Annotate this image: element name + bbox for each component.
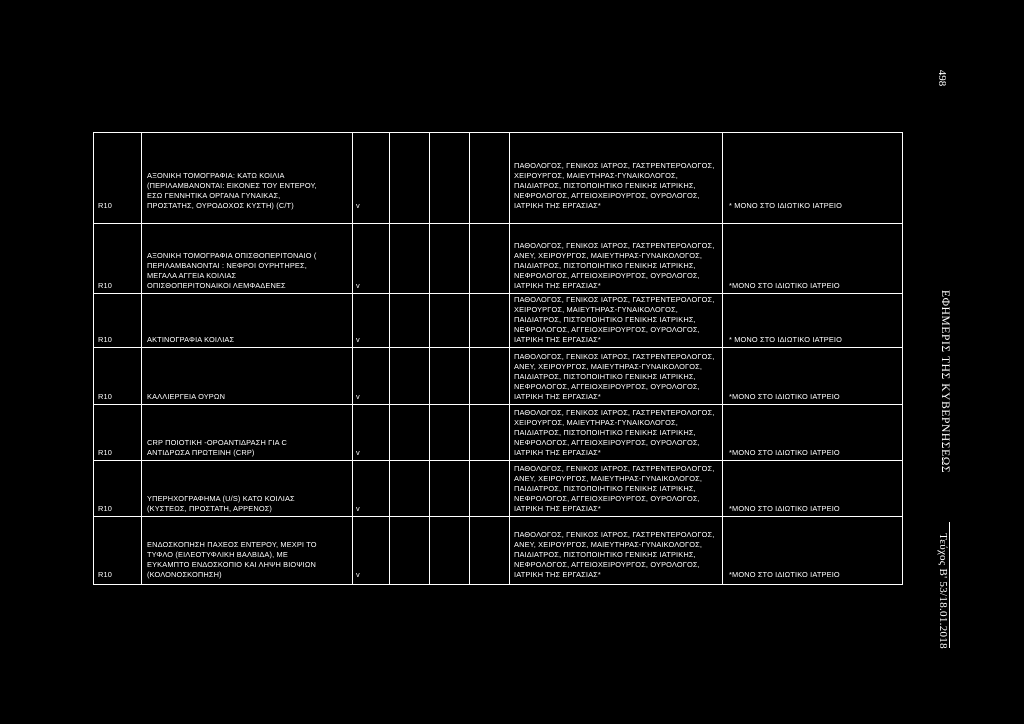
row-mark: v: [356, 281, 360, 290]
row-code: R10: [98, 448, 113, 457]
row-note: *ΜΟΝΟ ΣΤΟ ΙΔΙΩΤΙΚΟ ΙΑΤΡΕΙΟ: [729, 570, 840, 579]
row-code: R10: [98, 281, 113, 290]
row-mark: v: [356, 335, 360, 344]
row-code: R10: [98, 201, 113, 210]
row-specialties: ΠΑΘΟΛΟΓΟΣ, ΓΕΝΙΚΟΣ ΙΑΤΡΟΣ, ΓΑΣΤΡΕΝΤΕΡΟΛΟΓΟΣ, ΑΝΕΥ, ΧΕΙΡΟΥΡΓΟΣ, ΜΑΙΕΥΤΗΡΑΣ-ΓΥΝΑΙΚΟΛΟΓΟΣ, ΠΑΙΔΙΑΤΡΟΣ, ΠΙΣΤΟΠΟΙΗΤΙΚΟ ΓΕΝΙΚΗΣ ΙΑΤΡΙΚΗΣ, ΝΕΦΡΟΛΟΓΟΣ, ΑΓΓΕΙΟΧΕΙΡΟΥΡΓΟΣ, ΟΥΡΟΛΟΓΟΣ, ΙΑΤΡΙΚΗ ΤΗΣ ΕΡΓΑΣΙΑΣ*: [514, 464, 715, 513]
row-description: ΑΚΤΙΝΟΓΡΑΦΙΑ ΚΟΙΛΙΑΣ: [147, 335, 235, 344]
row-description: ΑΞΟΝΙΚΗ ΤΟΜΟΓΡΑΦΙΑ ΟΠΙΣΘΟΠΕΡΙΤΟΝΑΙΟ ( ΠΕΡΙΛΑΜΒΑΝΟΝΤΑΙ : ΝΕΦΡΟΙ ΟΥΡΗΤΗΡΕΣ, ΜΕΓΑΛΑ ΑΓΓΕΙΑ ΚΟΙΛΙΑΣ ΟΠΙΣΘΟΠΕΡΙΤΟΝΑΙΚΟΙ ΛΕΜΦΑΔΕΝΕΣ: [147, 251, 317, 290]
row-note: *ΜΟΝΟ ΣΤΟ ΙΔΙΩΤΙΚΟ ΙΑΤΡΕΙΟ: [729, 281, 840, 290]
row-specialties: ΠΑΘΟΛΟΓΟΣ, ΓΕΝΙΚΟΣ ΙΑΤΡΟΣ, ΓΑΣΤΡΕΝΤΕΡΟΛΟΓΟΣ, ΧΕΙΡΟΥΡΓΟΣ, ΜΑΙΕΥΤΗΡΑΣ-ΓΥΝΑΙΚΟΛΟΓΟΣ, ΠΑΙΔΙΑΤΡΟΣ, ΠΙΣΤΟΠΟΙΗΤΙΚΟ ΓΕΝΙΚΗΣ ΙΑΤΡΙΚΗΣ, ΝΕΦΡΟΛΟΓΟΣ, ΑΓΓΕΙΟΧΕΙΡΟΥΡΓΟΣ, ΟΥΡΟΛΟΓΟΣ, ΙΑΤΡΙΚΗ ΤΗΣ ΕΡΓΑΣΙΑΣ*: [514, 295, 715, 344]
issue-info: Τεύχος Β' 53/18.01.2018: [937, 533, 949, 649]
table-row: [94, 293, 902, 347]
row-code: R10: [98, 570, 113, 579]
table-row: [94, 460, 902, 516]
row-note: *ΜΟΝΟ ΣΤΟ ΙΔΙΩΤΙΚΟ ΙΑΤΡΕΙΟ: [729, 448, 840, 457]
table-row: [94, 223, 902, 293]
procedures-table: [93, 132, 903, 585]
table-row: [94, 404, 902, 460]
row-code: R10: [98, 392, 113, 401]
table-row: [94, 516, 902, 582]
row-note: *ΜΟΝΟ ΣΤΟ ΙΔΙΩΤΙΚΟ ΙΑΤΡΕΙΟ: [729, 392, 840, 401]
page-number: 498: [936, 69, 948, 87]
row-specialties: ΠΑΘΟΛΟΓΟΣ, ΓΕΝΙΚΟΣ ΙΑΤΡΟΣ, ΓΑΣΤΡΕΝΤΕΡΟΛΟΓΟΣ, ΑΝΕΥ, ΧΕΙΡΟΥΡΓΟΣ, ΜΑΙΕΥΤΗΡΑΣ-ΓΥΝΑΙΚΟΛΟΓΟΣ, ΠΑΙΔΙΑΤΡΟΣ, ΠΙΣΤΟΠΟΙΗΤΙΚΟ ΓΕΝΙΚΗΣ ΙΑΤΡΙΚΗΣ, ΝΕΦΡΟΛΟΓΟΣ, ΑΓΓΕΙΟΧΕΙΡΟΥΡΓΟΣ, ΟΥΡΟΛΟΓΟΣ, ΙΑΤΡΙΚΗ ΤΗΣ ΕΡΓΑΣΙΑΣ*: [514, 530, 715, 579]
table-row: [94, 347, 902, 404]
row-description: ΥΠΕΡΗΧΟΓΡΑΦΗΜΑ (U/S) ΚΑΤΩ ΚΟΙΛΙΑΣ (ΚΥΣΤΕΩΣ, ΠΡΟΣΤΑΤΗ, ΑΡΡΕΝΟΣ): [147, 494, 295, 513]
table-row: [94, 133, 902, 213]
row-code: R10: [98, 504, 113, 513]
row-description: ΑΞΟΝΙΚΗ ΤΟΜΟΓΡΑΦΙΑ: ΚΑΤΩ ΚΟΙΛΙΑ (ΠΕΡΙΛΑΜΒΑΝΟΝΤΑΙ: ΕΙΚΟΝΕΣ ΤΟΥ ΕΝΤΕΡΟΥ, ΕΣΩ ΓΕΝΝΗΤΙΚΑ ΟΡΓΑΝΑ ΓΥΝΑΙΚΑΣ, ΠΡΟΣΤΑΤΗΣ, ΟΥΡΟΔΟΧΟΣ ΚΥΣΤΗ) (C/T): [147, 171, 317, 210]
row-code: R10: [98, 335, 113, 344]
row-specialties: ΠΑΘΟΛΟΓΟΣ, ΓΕΝΙΚΟΣ ΙΑΤΡΟΣ, ΓΑΣΤΡΕΝΤΕΡΟΛΟΓΟΣ, ΑΝΕΥ, ΧΕΙΡΟΥΡΓΟΣ, ΜΑΙΕΥΤΗΡΑΣ-ΓΥΝΑΙΚΟΛΟΓΟΣ, ΠΑΙΔΙΑΤΡΟΣ, ΠΙΣΤΟΠΟΙΗΤΙΚΟ ΓΕΝΙΚΗΣ ΙΑΤΡΙΚΗΣ, ΝΕΦΡΟΛΟΓΟΣ, ΑΓΓΕΙΟΧΕΙΡΟΥΡΓΟΣ, ΟΥΡΟΛΟΓΟΣ, ΙΑΤΡΙΚΗ ΤΗΣ ΕΡΓΑΣΙΑΣ*: [514, 352, 715, 401]
row-specialties: ΠΑΘΟΛΟΓΟΣ, ΓΕΝΙΚΟΣ ΙΑΤΡΟΣ, ΓΑΣΤΡΕΝΤΕΡΟΛΟΓΟΣ, ΧΕΙΡΟΥΡΓΟΣ, ΜΑΙΕΥΤΗΡΑΣ-ΓΥΝΑΙΚΟΛΟΓΟΣ, ΠΑΙΔΙΑΤΡΟΣ, ΠΙΣΤΟΠΟΙΗΤΙΚΟ ΓΕΝΙΚΗΣ ΙΑΤΡΙΚΗΣ, ΝΕΦΡΟΛΟΓΟΣ, ΑΓΓΕΙΟΧΕΙΡΟΥΡΓΟΣ, ΟΥΡΟΛΟΓΟΣ, ΙΑΤΡΙΚΗ ΤΗΣ ΕΡΓΑΣΙΑΣ*: [514, 161, 715, 210]
row-note: * ΜΟΝΟ ΣΤΟ ΙΔΙΩΤΙΚΟ ΙΑΤΡΕΙΟ: [729, 335, 843, 344]
row-description: ΚΑΛΛΙΕΡΓΕΙΑ ΟΥΡΩΝ: [147, 392, 226, 401]
row-note: *ΜΟΝΟ ΣΤΟ ΙΔΙΩΤΙΚΟ ΙΑΤΡΕΙΟ: [729, 504, 840, 513]
issue-underline: [949, 522, 950, 648]
row-description: ΕΝΔΟΣΚΟΠΗΣΗ ΠΑΧΕΟΣ ΕΝΤΕΡΟΥ, ΜΕΧΡΙ ΤΟ ΤΥΦΛΟ (ΕΙΛΕΟΤΥΦΛΙΚΗ ΒΑΛΒΙΔΑ), ΜΕ ΕΥΚΑΜΠΤΟ ΕΝΔΟΣΚΟΠΙΟ ΚΑΙ ΛΗΨΗ ΒΙΟΨΙΩΝ (ΚΟΛΟΝΟΣΚΟΠΗΣΗ): [147, 540, 317, 579]
gazette-title: ΕΦΗΜΕΡΙΣ ΤΗΣ ΚΥΒΕΡΝΗΣΕΩΣ: [939, 290, 951, 474]
row-mark: v: [356, 392, 360, 401]
row-mark: v: [356, 504, 360, 513]
row-specialties: ΠΑΘΟΛΟΓΟΣ, ΓΕΝΙΚΟΣ ΙΑΤΡΟΣ, ΓΑΣΤΡΕΝΤΕΡΟΛΟΓΟΣ, ΧΕΙΡΟΥΡΓΟΣ, ΜΑΙΕΥΤΗΡΑΣ-ΓΥΝΑΙΚΟΛΟΓΟΣ, ΠΑΙΔΙΑΤΡΟΣ, ΠΙΣΤΟΠΟΙΗΤΙΚΟ ΓΕΝΙΚΗΣ ΙΑΤΡΙΚΗΣ, ΝΕΦΡΟΛΟΓΟΣ, ΑΓΓΕΙΟΧΕΙΡΟΥΡΓΟΣ, ΟΥΡΟΛΟΓΟΣ, ΙΑΤΡΙΚΗ ΤΗΣ ΕΡΓΑΣΙΑΣ*: [514, 408, 715, 457]
row-specialties: ΠΑΘΟΛΟΓΟΣ, ΓΕΝΙΚΟΣ ΙΑΤΡΟΣ, ΓΑΣΤΡΕΝΤΕΡΟΛΟΓΟΣ, ΑΝΕΥ, ΧΕΙΡΟΥΡΓΟΣ, ΜΑΙΕΥΤΗΡΑΣ-ΓΥΝΑΙΚΟΛΟΓΟΣ, ΠΑΙΔΙΑΤΡΟΣ, ΠΙΣΤΟΠΟΙΗΤΙΚΟ ΓΕΝΙΚΗΣ ΙΑΤΡΙΚΗΣ, ΝΕΦΡΟΛΟΓΟΣ, ΑΓΓΕΙΟΧΕΙΡΟΥΡΓΟΣ, ΟΥΡΟΛΟΓΟΣ, ΙΑΤΡΙΚΗ ΤΗΣ ΕΡΓΑΣΙΑΣ*: [514, 241, 715, 290]
row-mark: v: [356, 448, 360, 457]
row-note: * ΜΟΝΟ ΣΤΟ ΙΔΙΩΤΙΚΟ ΙΑΤΡΕΙΟ: [729, 201, 843, 210]
row-mark: v: [356, 201, 360, 210]
row-description: CRP ΠΟΙΟΤΙΚΗ -ΟΡΟΑΝΤΙΔΡΑΣΗ ΓΙΑ C ΑΝΤΙΔΡΩΣΑ ΠΡΩΤΕΙΝΗ (CRP): [147, 438, 287, 457]
row-mark: v: [356, 570, 360, 579]
